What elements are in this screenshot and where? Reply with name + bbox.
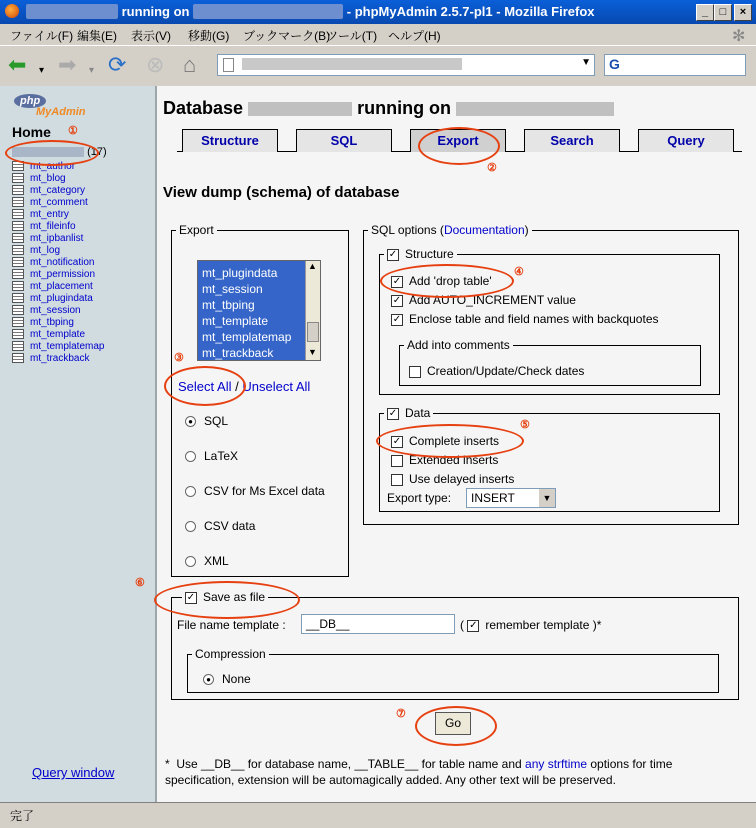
file-name-template-input[interactable]: __DB__ [301,614,455,634]
step-4-badge: ④ [514,266,524,278]
highlight-export-tab [418,127,500,165]
table-icon[interactable] [12,305,24,315]
sidebar-table-item[interactable]: mt_placement [12,281,93,292]
chevron-down-icon[interactable]: ▼ [539,489,555,507]
sql-options-legend: SQL options (Documentation) [371,223,529,237]
option-drop-table[interactable]: ✓ Add 'drop table' [392,274,492,288]
radio-csv-excel[interactable] [185,486,196,497]
table-icon[interactable] [12,293,24,303]
table-icon[interactable] [12,173,24,183]
export-type-label: Export type: [387,491,452,505]
table-option[interactable]: mt_templatemap [202,330,292,344]
option-delayed-inserts[interactable]: Use delayed inserts [391,472,514,486]
table-icon[interactable] [12,233,24,243]
sidebar-table-item[interactable]: mt_ipbanlist [12,233,83,244]
sidebar-table-item[interactable]: mt_trackback [12,353,89,364]
export-type-select[interactable]: INSERT ▼ [466,488,556,508]
extended-inserts-checkbox[interactable] [391,455,403,467]
radio-sql[interactable]: ● [185,416,196,427]
table-icon[interactable] [12,245,24,255]
section-title: View dump (schema) of database [163,184,400,201]
menu-tools[interactable]: ツール(T) [326,29,378,43]
status-text: 完了 [10,809,35,823]
stop-icon[interactable]: ⊗ [146,52,165,77]
menu-go[interactable]: 移動(G) [188,29,230,43]
table-option[interactable]: mt_trackback [202,346,274,360]
sidebar-table-item[interactable]: mt_template [12,329,85,340]
select-links: Select All / Unselect All [178,379,311,394]
table-option[interactable]: mt_plugindata [202,266,278,280]
forward-icon[interactable]: ➡ [58,52,77,77]
scroll-up-icon[interactable]: ▲ [308,261,317,271]
table-select-list[interactable] [197,260,321,361]
scroll-down-icon[interactable]: ▼ [308,347,317,357]
data-legend[interactable]: ✓ Data [388,406,431,420]
firefox-icon [5,4,19,18]
format-latex[interactable]: LaTeX [185,449,238,463]
page-title: Database running on [163,98,614,119]
sidebar-table-item[interactable]: mt_category [12,185,85,196]
step-3-badge: ③ [174,352,184,364]
comments-fieldset [399,338,701,386]
forward-dropdown-icon[interactable]: ▾ [89,65,95,76]
tab-sql[interactable]: SQL [296,129,392,152]
table-icon[interactable] [12,197,24,207]
back-icon[interactable]: ⬅ [8,52,27,77]
sidebar-table-item[interactable]: mt_comment [12,197,88,208]
close-button[interactable]: × [734,4,752,21]
window-title: running on - phpMyAdmin 2.5.7-pl1 - Mozilla Firefox [26,4,595,19]
step-7-badge: ⑦ [396,708,406,720]
step-1-badge: ① [68,125,78,137]
format-csv-excel[interactable]: CSV for Ms Excel data [185,484,325,498]
save-as-file-legend[interactable]: ✓ Save as file [186,590,266,604]
address-bar[interactable] [217,54,595,76]
radio-latex[interactable] [185,451,196,462]
compression-none[interactable]: ● None [203,672,251,686]
scroll-thumb[interactable] [307,322,319,342]
step-5-badge: ⑤ [520,419,530,431]
sidebar-table-item[interactable]: mt_tbping [12,317,74,328]
list-scrollbar[interactable] [305,261,320,360]
drop-table-checkbox[interactable]: ✓ [392,275,402,287]
menu-bookmarks[interactable]: ブックマーク(B) [243,29,331,43]
unselect-all-link[interactable]: Unselect All [242,379,311,394]
table-icon[interactable] [12,317,24,327]
go-button[interactable]: Go [435,712,471,735]
url-dropdown-icon[interactable]: ▼ [581,57,591,68]
option-auto-increment[interactable]: ✓ Add AUTO_INCREMENT value [392,293,576,307]
table-icon[interactable] [12,269,24,279]
sidebar [0,86,157,802]
highlight-go [415,706,497,746]
sidebar-table-item[interactable]: mt_session [12,305,81,316]
sidebar-table-item[interactable]: mt_entry [12,209,69,220]
table-icon[interactable] [12,209,24,219]
export-legend: Export [179,223,214,237]
complete-inserts-checkbox[interactable]: ✓ [392,435,402,447]
throbber-icon: ✻ [732,28,746,45]
option-extended-inserts[interactable]: Extended inserts [391,453,498,467]
status-bar [0,802,756,828]
sidebar-table-item[interactable]: mt_notification [12,257,94,268]
sidebar-table-item[interactable]: mt_permission [12,269,95,280]
format-xml[interactable]: XML [185,554,229,568]
radio-none[interactable]: ● [203,674,214,685]
table-option[interactable]: mt_template [202,314,269,328]
database-link[interactable]: (17) [12,146,107,158]
option-backquotes[interactable]: ✓ Enclose table and field names with backquotes [392,312,659,326]
back-dropdown-icon[interactable]: ▾ [39,65,45,76]
option-dates[interactable]: Creation/Update/Check dates [409,364,584,378]
radio-csv[interactable] [185,521,196,532]
select-all-link[interactable]: Select All [178,379,232,394]
navigation-toolbar [0,45,756,87]
auto-increment-checkbox[interactable]: ✓ [392,294,402,306]
home-icon[interactable]: ⌂ [183,52,197,77]
table-icon[interactable] [12,257,24,267]
table-icon[interactable] [12,185,24,195]
page-icon [223,58,234,72]
highlight-drop-table [380,264,514,298]
menu-help[interactable]: ヘルプ(H) [388,29,441,43]
query-window-link[interactable]: Query window [32,765,115,780]
table-option[interactable]: mt_session [202,282,263,296]
file-name-template-label: File name template : [177,618,286,632]
step-6-badge: ⑥ [135,577,145,589]
remember-template-checkbox[interactable]: ✓ [469,619,478,631]
format-sql[interactable]: ● SQL [185,414,228,428]
sidebar-table-item[interactable]: mt_log [12,245,60,256]
table-icon[interactable] [12,341,24,351]
compression-legend: Compression [195,647,266,661]
reload-icon[interactable]: ⟳ [108,52,127,77]
format-csv[interactable]: CSV data [185,519,255,533]
sidebar-table-item[interactable]: mt_plugindata [12,293,93,304]
structure-legend[interactable]: ✓ Structure [388,247,454,261]
google-icon[interactable]: G [609,56,620,72]
highlight-database [5,140,99,166]
strftime-link[interactable]: any strftime [525,757,588,771]
footnote: * Use __DB__ for database name, __TABLE__ for table name and any strftime options for time specification, extension will be automagically added. Any other text will be preserved. [165,757,673,787]
sidebar-table-item[interactable]: mt_author [12,161,75,172]
save-as-file-checkbox[interactable]: ✓ [186,591,196,603]
highlight-save-as-file [154,581,300,619]
option-complete-inserts[interactable]: ✓ Complete inserts [392,434,500,448]
menu-bar [0,24,756,44]
documentation-link[interactable]: Documentation [443,223,525,237]
tab-search[interactable]: Search [524,129,620,152]
table-icon[interactable] [12,353,24,363]
sidebar-table-item[interactable]: mt_templatemap [12,341,104,352]
phpmyadmin-logo[interactable]: php MyAdmin [14,94,104,126]
remember-template[interactable]: ( ✓ remember template )* [460,618,602,632]
radio-xml[interactable] [185,556,196,567]
compression-fieldset [187,647,719,693]
maximize-button[interactable]: □ [714,4,732,21]
dates-checkbox[interactable] [409,366,421,378]
data-checkbox[interactable]: ✓ [388,407,398,419]
sidebar-table-item[interactable]: mt_blog [12,173,66,184]
menu-file[interactable]: ファイル(F) [10,29,74,43]
minimize-button[interactable]: _ [696,4,714,21]
table-icon[interactable] [12,329,24,339]
sidebar-table-item[interactable]: mt_fileinfo [12,221,76,232]
delayed-inserts-checkbox[interactable] [391,474,403,486]
table-icon[interactable] [12,281,24,291]
backquotes-checkbox[interactable]: ✓ [392,313,402,325]
comments-legend: Add into comments [407,338,510,352]
highlight-select-all [164,366,246,406]
table-icon[interactable] [12,221,24,231]
tab-export[interactable]: Export [410,129,506,152]
tab-query[interactable]: Query [638,129,734,152]
highlight-complete-inserts [376,424,524,458]
search-box[interactable] [604,54,746,76]
table-option[interactable]: mt_tbping [202,298,255,312]
url-text-blurred [242,58,462,70]
menu-view[interactable]: 表示(V) [131,29,171,43]
tab-structure[interactable]: Structure [182,129,278,152]
menu-edit[interactable]: 編集(E) [77,29,117,43]
structure-checkbox[interactable]: ✓ [388,248,398,260]
home-link[interactable]: Home [12,124,51,140]
title-bar [0,0,756,24]
step-2-badge: ② [487,162,497,174]
